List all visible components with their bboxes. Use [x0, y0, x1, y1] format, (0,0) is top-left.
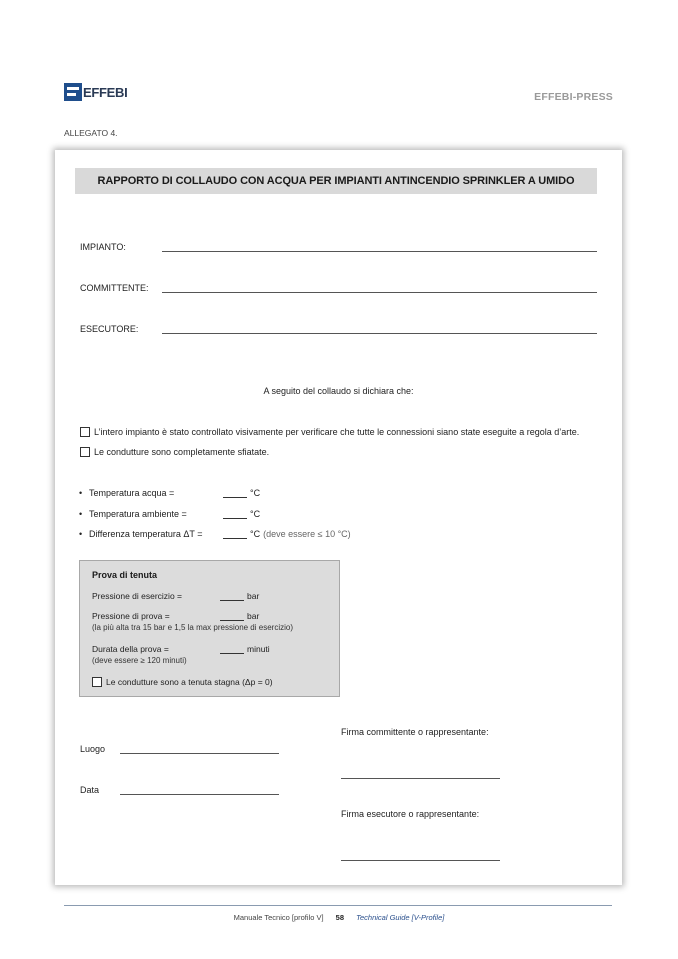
signature-committente-field[interactable] — [341, 778, 500, 779]
test-duration-label: Durata della prova = — [92, 644, 169, 654]
committente-field[interactable] — [162, 292, 597, 293]
data-label: Data — [80, 785, 100, 795]
esecutore-field[interactable] — [162, 333, 597, 334]
effebi-logo — [64, 82, 127, 102]
bullet-water-temp — [79, 488, 260, 498]
ambient-temp-label: Temperatura ambiente = — [89, 509, 187, 519]
test-pressure-row — [92, 611, 259, 621]
bullet-icon: • — [79, 529, 83, 539]
check-visual-inspection-label: L’intero impianto è stato controllato visivamente per verificare che tutte le connessioni siano state eseguite a regola d’arte. — [94, 427, 580, 437]
brand-name: EFFEBI-PRESS — [534, 91, 613, 103]
check-vented[interactable] — [80, 447, 269, 457]
test-duration-unit: minuti — [247, 644, 270, 654]
effebi-logo-mark-icon — [64, 83, 82, 101]
pressure-test-title: Prova di tenuta — [92, 570, 158, 580]
signature-esecutore-field[interactable] — [341, 860, 500, 861]
water-temp-label: Temperatura acqua = — [89, 488, 175, 498]
form-title: RAPPORTO DI COLLAUDO CON ACQUA PER IMPIANTI ANTINCENDIO SPRINKLER A UMIDO — [75, 168, 597, 194]
luogo-label: Luogo — [80, 744, 106, 754]
delta-temp-label: Differenza temperatura ΔT = — [89, 529, 203, 539]
test-pressure-unit: bar — [247, 611, 260, 621]
bullet-icon: • — [79, 488, 83, 498]
signature-esecutore-label: Firma esecutore o rappresentante: — [341, 809, 480, 819]
attachment-label: ALLEGATO 4. — [64, 128, 118, 138]
test-duration-row — [92, 644, 270, 654]
bullet-delta-temp — [79, 529, 351, 539]
check-vented-label: Le condutture sono completamente sfiatate. — [94, 447, 270, 457]
declaration-text: A seguito del collaudo si dichiara che: — [263, 386, 414, 396]
page-footer — [0, 913, 678, 922]
check-visual-inspection[interactable] — [80, 427, 579, 437]
test-pressure-field[interactable] — [220, 612, 244, 621]
delta-temp-note: (deve essere ≤ 10 °C) — [263, 529, 351, 539]
impianto-field[interactable] — [162, 251, 597, 252]
ambient-temp-field[interactable] — [223, 510, 247, 519]
footer-guide-title: Technical Guide [V-Profile] — [356, 913, 445, 922]
luogo-field[interactable] — [120, 753, 279, 754]
footer-manual-title: Manuale Tecnico [profilo V] — [233, 913, 324, 922]
delta-temp-field[interactable] — [223, 530, 247, 539]
footer-divider — [64, 905, 612, 906]
page-number: 58 — [335, 913, 344, 922]
bullet-icon: • — [79, 509, 83, 519]
test-pressure-note: (la più alta tra 15 bar e 1,5 la max pressione di esercizio) — [92, 623, 293, 632]
signature-committente-label: Firma committente o rappresentante: — [341, 727, 489, 737]
checkbox[interactable] — [92, 677, 102, 687]
operating-pressure-field[interactable] — [220, 592, 244, 601]
operating-pressure-row — [92, 591, 259, 601]
checkbox[interactable] — [80, 427, 90, 437]
test-pressure-label: Pressione di prova = — [92, 611, 170, 621]
logo-text: EFFEBI — [83, 84, 128, 100]
data-field[interactable] — [120, 794, 279, 795]
check-watertight[interactable] — [92, 677, 273, 687]
operating-pressure-unit: bar — [247, 591, 260, 601]
checkbox[interactable] — [80, 447, 90, 457]
impianto-label: IMPIANTO: — [80, 242, 126, 252]
operating-pressure-label: Pressione di esercizio = — [92, 591, 183, 601]
ambient-temp-unit: °C — [250, 509, 261, 519]
bullet-ambient-temp — [79, 509, 260, 519]
esecutore-label: ESECUTORE: — [80, 324, 139, 334]
committente-label: COMMITTENTE: — [80, 283, 149, 293]
check-watertight-label: Le condutture sono a tenuta stagna (Δp = 0) — [106, 677, 273, 687]
water-temp-unit: °C — [250, 488, 261, 498]
water-temp-field[interactable] — [223, 489, 247, 498]
pressure-test-box — [79, 560, 340, 697]
delta-temp-unit: °C — [250, 529, 261, 539]
test-duration-note: (deve essere ≥ 120 minuti) — [92, 656, 187, 665]
test-report-form — [55, 150, 622, 885]
test-duration-field[interactable] — [220, 645, 244, 654]
